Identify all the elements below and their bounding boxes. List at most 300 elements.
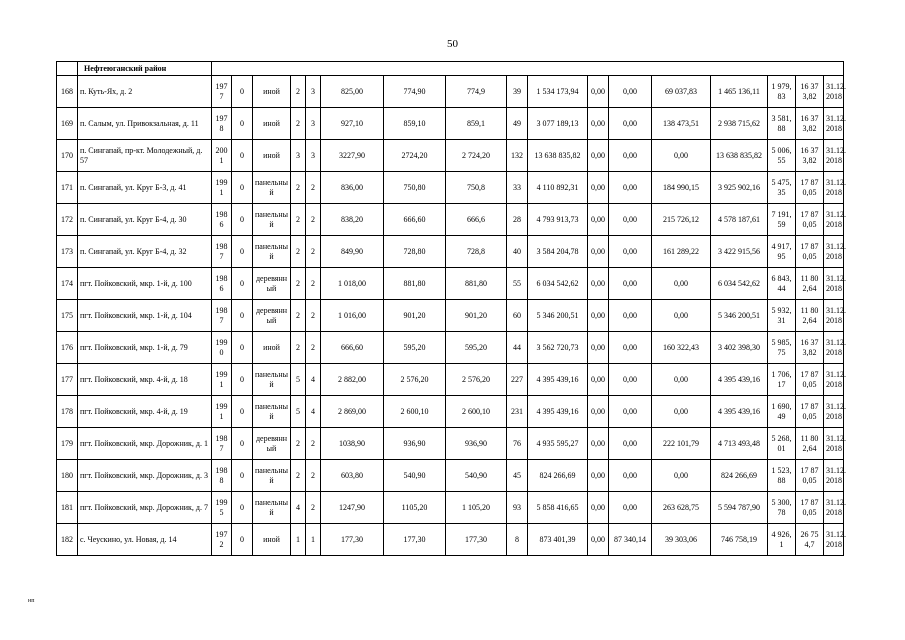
cell-date: 31.12. 2018 — [824, 524, 844, 556]
cell-area-residential-2: 1 105,20 — [446, 492, 507, 524]
cell-area-residential: 859,10 — [384, 108, 446, 140]
cell-unit-cost: 5 300,78 — [768, 492, 796, 524]
cell-fund-3: 0,00 — [652, 364, 711, 396]
cell-fund-4: 5 346 200,51 — [711, 300, 768, 332]
empty-cell — [57, 62, 78, 76]
empty-cell — [212, 62, 844, 76]
cell-fund-1: 0,00 — [588, 268, 609, 300]
cell-unit-cost: 4 917,95 — [768, 236, 796, 268]
cell-entrances: 2 — [306, 268, 321, 300]
cell-floors: 2 — [291, 428, 306, 460]
table-row — [57, 204, 844, 236]
cell-area-total: 838,20 — [321, 204, 384, 236]
cell-fund-4: 3 422 915,56 — [711, 236, 768, 268]
cell-fund-4: 6 034 542,62 — [711, 268, 768, 300]
cell-total-cost: 3 077 189,13 — [528, 108, 588, 140]
cell-fund-1: 0,00 — [588, 428, 609, 460]
cell-flag: 0 — [232, 268, 253, 300]
cell-number: 175 — [57, 300, 78, 332]
cell-flag: 0 — [232, 108, 253, 140]
cell-area-total: 836,00 — [321, 172, 384, 204]
cell-year: 1991 — [212, 396, 232, 428]
cell-fund-3: 160 322,43 — [652, 332, 711, 364]
cell-flag: 0 — [232, 140, 253, 172]
cell-fund-2: 0,00 — [609, 140, 652, 172]
cell-entrances: 3 — [306, 76, 321, 108]
cell-flag: 0 — [232, 204, 253, 236]
cell-floors: 4 — [291, 492, 306, 524]
cell-address: пгт. Пойковский, мкр. 4-й, д. 18 — [78, 364, 212, 396]
cell-date: 31.12. 2018 — [824, 460, 844, 492]
table-row — [57, 428, 844, 460]
cell-floors: 2 — [291, 236, 306, 268]
cell-address: пгт. Пойковский, мкр. 1-й, д. 100 — [78, 268, 212, 300]
cell-area-residential-2: 2 600,10 — [446, 396, 507, 428]
cell-fund-1: 0,00 — [588, 108, 609, 140]
cell-number: 170 — [57, 140, 78, 172]
cell-area-total: 927,10 — [321, 108, 384, 140]
table-row — [57, 460, 844, 492]
cell-floors: 2 — [291, 204, 306, 236]
cell-area-residential: 750,80 — [384, 172, 446, 204]
cell-area-total: 1 018,00 — [321, 268, 384, 300]
cell-area-residential: 936,90 — [384, 428, 446, 460]
cell-limit-cost: 17 870,05 — [796, 364, 824, 396]
region-header-row — [57, 62, 844, 76]
cell-year: 1986 — [212, 268, 232, 300]
table-row — [57, 364, 844, 396]
cell-limit-cost: 16 373,82 — [796, 108, 824, 140]
cell-number: 177 — [57, 364, 78, 396]
cell-entrances: 2 — [306, 172, 321, 204]
cell-fund-2: 0,00 — [609, 428, 652, 460]
cell-date: 31.12. 2018 — [824, 236, 844, 268]
cell-number: 171 — [57, 172, 78, 204]
table-row — [57, 76, 844, 108]
cell-flag: 0 — [232, 300, 253, 332]
cell-area-residential: 901,20 — [384, 300, 446, 332]
cell-area-residential-2: 2 724,20 — [446, 140, 507, 172]
cell-fund-4: 3 925 902,16 — [711, 172, 768, 204]
table-row — [57, 268, 844, 300]
cell-date: 31.12. 2018 — [824, 300, 844, 332]
cell-area-residential: 540,90 — [384, 460, 446, 492]
cell-area-total: 825,00 — [321, 76, 384, 108]
cell-date: 31.12. 2018 — [824, 396, 844, 428]
cell-fund-3: 0,00 — [652, 140, 711, 172]
cell-fund-3: 222 101,79 — [652, 428, 711, 460]
cell-fund-2: 0,00 — [609, 204, 652, 236]
cell-material: иной — [253, 76, 291, 108]
cell-area-residential: 1105,20 — [384, 492, 446, 524]
cell-entrances: 4 — [306, 396, 321, 428]
cell-fund-3: 69 037,83 — [652, 76, 711, 108]
cell-date: 31.12. 2018 — [824, 332, 844, 364]
cell-floors: 5 — [291, 364, 306, 396]
cell-material: панельный — [253, 492, 291, 524]
cell-fund-2: 0,00 — [609, 492, 652, 524]
cell-fund-3: 138 473,51 — [652, 108, 711, 140]
cell-fund-2: 0,00 — [609, 300, 652, 332]
housing-register-table — [56, 61, 844, 556]
cell-entrances: 3 — [306, 140, 321, 172]
cell-area-total: 1 016,00 — [321, 300, 384, 332]
cell-number: 169 — [57, 108, 78, 140]
cell-unit-cost: 3 581,88 — [768, 108, 796, 140]
cell-residents: 8 — [507, 524, 528, 556]
cell-year: 1995 — [212, 492, 232, 524]
cell-flag: 0 — [232, 492, 253, 524]
cell-residents: 28 — [507, 204, 528, 236]
cell-fund-1: 0,00 — [588, 236, 609, 268]
cell-material: панельный — [253, 172, 291, 204]
cell-limit-cost: 16 373,82 — [796, 76, 824, 108]
cell-area-total: 2 869,00 — [321, 396, 384, 428]
cell-number: 181 — [57, 492, 78, 524]
table-row — [57, 172, 844, 204]
cell-floors: 2 — [291, 300, 306, 332]
cell-number: 176 — [57, 332, 78, 364]
cell-limit-cost: 17 870,05 — [796, 396, 824, 428]
cell-address: п. Сингапай, ул. Круг Б-4, д. 32 — [78, 236, 212, 268]
cell-unit-cost: 5 268,01 — [768, 428, 796, 460]
cell-area-residential: 2724,20 — [384, 140, 446, 172]
cell-residents: 44 — [507, 332, 528, 364]
cell-entrances: 3 — [306, 108, 321, 140]
cell-total-cost: 5 858 416,65 — [528, 492, 588, 524]
cell-material: деревянный — [253, 268, 291, 300]
cell-material: деревянный — [253, 428, 291, 460]
cell-number: 180 — [57, 460, 78, 492]
cell-residents: 93 — [507, 492, 528, 524]
cell-total-cost: 13 638 835,82 — [528, 140, 588, 172]
cell-area-total: 666,60 — [321, 332, 384, 364]
cell-address: пгт. Пойковский, мкр. 1-й, д. 104 — [78, 300, 212, 332]
cell-date: 31.12. 2018 — [824, 268, 844, 300]
cell-flag: 0 — [232, 236, 253, 268]
cell-area-residential: 881,80 — [384, 268, 446, 300]
cell-area-residential-2: 595,20 — [446, 332, 507, 364]
cell-area-total: 1038,90 — [321, 428, 384, 460]
cell-unit-cost: 1 706,17 — [768, 364, 796, 396]
cell-fund-3: 0,00 — [652, 460, 711, 492]
cell-number: 178 — [57, 396, 78, 428]
cell-year: 1991 — [212, 172, 232, 204]
cell-total-cost: 4 793 913,73 — [528, 204, 588, 236]
footer-mark: нп — [28, 598, 35, 604]
cell-area-residential-2: 666,6 — [446, 204, 507, 236]
cell-number: 173 — [57, 236, 78, 268]
cell-area-residential: 595,20 — [384, 332, 446, 364]
cell-residents: 227 — [507, 364, 528, 396]
cell-address: с. Чеускино, ул. Новая, д. 14 — [78, 524, 212, 556]
table-row — [57, 332, 844, 364]
cell-fund-4: 4 578 187,61 — [711, 204, 768, 236]
cell-residents: 76 — [507, 428, 528, 460]
cell-address: пгт. Пойковский, мкр. 1-й, д. 79 — [78, 332, 212, 364]
cell-total-cost: 5 346 200,51 — [528, 300, 588, 332]
cell-fund-1: 0,00 — [588, 332, 609, 364]
cell-fund-4: 5 594 787,90 — [711, 492, 768, 524]
table-row — [57, 492, 844, 524]
cell-fund-1: 0,00 — [588, 76, 609, 108]
cell-year: 1988 — [212, 460, 232, 492]
cell-address: пгт. Пойковский, мкр. Дорожник, д. 3 — [78, 460, 212, 492]
cell-fund-4: 4 395 439,16 — [711, 396, 768, 428]
page-number: 50 — [447, 38, 458, 50]
region-header: Нефтеюганский район — [78, 62, 212, 76]
cell-material: панельный — [253, 460, 291, 492]
cell-entrances: 2 — [306, 460, 321, 492]
cell-fund-2: 0,00 — [609, 332, 652, 364]
table-row — [57, 396, 844, 428]
cell-fund-4: 4 713 493,48 — [711, 428, 768, 460]
cell-material: иной — [253, 332, 291, 364]
cell-fund-2: 0,00 — [609, 172, 652, 204]
cell-entrances: 1 — [306, 524, 321, 556]
cell-floors: 2 — [291, 172, 306, 204]
cell-fund-2: 87 340,14 — [609, 524, 652, 556]
cell-address: п. Куть-Ях, д. 2 — [78, 76, 212, 108]
cell-fund-3: 0,00 — [652, 268, 711, 300]
cell-unit-cost: 5 932,31 — [768, 300, 796, 332]
cell-flag: 0 — [232, 428, 253, 460]
cell-limit-cost: 11 802,64 — [796, 428, 824, 460]
cell-fund-3: 184 990,15 — [652, 172, 711, 204]
cell-limit-cost: 11 802,64 — [796, 300, 824, 332]
cell-fund-2: 0,00 — [609, 460, 652, 492]
cell-residents: 132 — [507, 140, 528, 172]
cell-material: панельный — [253, 204, 291, 236]
cell-total-cost: 4 395 439,16 — [528, 364, 588, 396]
cell-limit-cost: 17 870,05 — [796, 460, 824, 492]
cell-unit-cost: 5 985,75 — [768, 332, 796, 364]
cell-fund-4: 13 638 835,82 — [711, 140, 768, 172]
cell-material: иной — [253, 524, 291, 556]
cell-area-residential: 666,60 — [384, 204, 446, 236]
cell-area-residential-2: 177,30 — [446, 524, 507, 556]
cell-total-cost: 6 034 542,62 — [528, 268, 588, 300]
cell-fund-4: 1 465 136,11 — [711, 76, 768, 108]
cell-number: 179 — [57, 428, 78, 460]
cell-unit-cost: 1 690,49 — [768, 396, 796, 428]
table-row — [57, 300, 844, 332]
cell-material: иной — [253, 108, 291, 140]
cell-fund-3: 161 289,22 — [652, 236, 711, 268]
cell-area-residential: 2 576,20 — [384, 364, 446, 396]
cell-area-residential: 774,90 — [384, 76, 446, 108]
cell-year: 1987 — [212, 236, 232, 268]
cell-area-residential: 728,80 — [384, 236, 446, 268]
cell-residents: 33 — [507, 172, 528, 204]
cell-residents: 39 — [507, 76, 528, 108]
cell-area-total: 3227,90 — [321, 140, 384, 172]
cell-fund-1: 0,00 — [588, 364, 609, 396]
cell-area-total: 1247,90 — [321, 492, 384, 524]
cell-fund-1: 0,00 — [588, 492, 609, 524]
cell-entrances: 2 — [306, 428, 321, 460]
cell-unit-cost: 5 475,35 — [768, 172, 796, 204]
cell-date: 31.12. 2018 — [824, 364, 844, 396]
cell-floors: 1 — [291, 524, 306, 556]
cell-number: 168 — [57, 76, 78, 108]
cell-residents: 49 — [507, 108, 528, 140]
cell-year: 1972 — [212, 524, 232, 556]
cell-address: п. Сингапай, ул. Круг Б-3, д. 41 — [78, 172, 212, 204]
cell-flag: 0 — [232, 76, 253, 108]
cell-year: 1977 — [212, 76, 232, 108]
cell-address: пгт. Пойковский, мкр. 4-й, д. 19 — [78, 396, 212, 428]
cell-limit-cost: 17 870,05 — [796, 492, 824, 524]
cell-material: панельный — [253, 396, 291, 428]
cell-fund-3: 215 726,12 — [652, 204, 711, 236]
table-row — [57, 524, 844, 556]
cell-area-total: 177,30 — [321, 524, 384, 556]
cell-entrances: 2 — [306, 492, 321, 524]
cell-year: 1991 — [212, 364, 232, 396]
cell-area-total: 2 882,00 — [321, 364, 384, 396]
cell-fund-2: 0,00 — [609, 236, 652, 268]
cell-floors: 2 — [291, 108, 306, 140]
cell-material: панельный — [253, 364, 291, 396]
cell-limit-cost: 16 373,82 — [796, 332, 824, 364]
cell-date: 31.12. 2018 — [824, 108, 844, 140]
cell-unit-cost: 4 926,1 — [768, 524, 796, 556]
cell-number: 172 — [57, 204, 78, 236]
cell-date: 31.12. 2018 — [824, 492, 844, 524]
cell-fund-1: 0,00 — [588, 460, 609, 492]
cell-fund-4: 4 395 439,16 — [711, 364, 768, 396]
cell-area-residential-2: 901,20 — [446, 300, 507, 332]
cell-total-cost: 4 395 439,16 — [528, 396, 588, 428]
cell-floors: 2 — [291, 268, 306, 300]
cell-date: 31.12. 2018 — [824, 428, 844, 460]
cell-fund-1: 0,00 — [588, 396, 609, 428]
cell-floors: 5 — [291, 396, 306, 428]
cell-year: 1990 — [212, 332, 232, 364]
cell-total-cost: 3 584 204,78 — [528, 236, 588, 268]
cell-fund-1: 0,00 — [588, 524, 609, 556]
cell-material: панельный — [253, 236, 291, 268]
cell-fund-1: 0,00 — [588, 172, 609, 204]
cell-fund-3: 263 628,75 — [652, 492, 711, 524]
cell-area-residential-2: 728,8 — [446, 236, 507, 268]
cell-fund-2: 0,00 — [609, 268, 652, 300]
cell-floors: 3 — [291, 140, 306, 172]
cell-year: 1986 — [212, 204, 232, 236]
cell-date: 31.12. 2018 — [824, 76, 844, 108]
table-row — [57, 236, 844, 268]
cell-total-cost: 4 935 595,27 — [528, 428, 588, 460]
cell-residents: 55 — [507, 268, 528, 300]
cell-address: п. Сингапай, пр-кт. Молодежный, д. 57 — [78, 140, 212, 172]
cell-year: 1987 — [212, 300, 232, 332]
cell-entrances: 4 — [306, 364, 321, 396]
cell-fund-4: 746 758,19 — [711, 524, 768, 556]
cell-year: 2001 — [212, 140, 232, 172]
cell-year: 1987 — [212, 428, 232, 460]
cell-area-total: 849,90 — [321, 236, 384, 268]
cell-residents: 40 — [507, 236, 528, 268]
cell-residents: 60 — [507, 300, 528, 332]
cell-area-residential-2: 2 576,20 — [446, 364, 507, 396]
cell-floors: 2 — [291, 332, 306, 364]
cell-address: пгт. Пойковский, мкр. Дорожник, д. 7 — [78, 492, 212, 524]
cell-area-residential-2: 859,1 — [446, 108, 507, 140]
cell-floors: 2 — [291, 460, 306, 492]
cell-total-cost: 3 562 720,73 — [528, 332, 588, 364]
cell-number: 174 — [57, 268, 78, 300]
cell-date: 31.12. 2018 — [824, 140, 844, 172]
cell-fund-4: 824 266,69 — [711, 460, 768, 492]
cell-date: 31.12. 2018 — [824, 204, 844, 236]
cell-entrances: 2 — [306, 300, 321, 332]
cell-fund-1: 0,00 — [588, 204, 609, 236]
cell-fund-4: 3 402 398,30 — [711, 332, 768, 364]
cell-number: 182 — [57, 524, 78, 556]
cell-limit-cost: 26 754,7 — [796, 524, 824, 556]
cell-area-residential-2: 540,90 — [446, 460, 507, 492]
cell-flag: 0 — [232, 332, 253, 364]
cell-total-cost: 1 534 173,94 — [528, 76, 588, 108]
cell-fund-2: 0,00 — [609, 76, 652, 108]
cell-address: п. Сингапай, ул. Круг Б-4, д. 30 — [78, 204, 212, 236]
cell-residents: 231 — [507, 396, 528, 428]
cell-area-residential: 2 600,10 — [384, 396, 446, 428]
cell-entrances: 2 — [306, 204, 321, 236]
cell-floors: 2 — [291, 76, 306, 108]
cell-flag: 0 — [232, 524, 253, 556]
cell-fund-3: 39 303,06 — [652, 524, 711, 556]
table-row — [57, 108, 844, 140]
cell-entrances: 2 — [306, 236, 321, 268]
table-row — [57, 140, 844, 172]
cell-area-residential: 177,30 — [384, 524, 446, 556]
cell-material: деревянный — [253, 300, 291, 332]
cell-address: пгт. Пойковский, мкр. Дорожник, д. 1 — [78, 428, 212, 460]
cell-area-residential-2: 750,8 — [446, 172, 507, 204]
cell-entrances: 2 — [306, 332, 321, 364]
cell-total-cost: 824 266,69 — [528, 460, 588, 492]
cell-area-residential-2: 881,80 — [446, 268, 507, 300]
cell-address: п. Салым, ул. Привокзальная, д. 11 — [78, 108, 212, 140]
cell-fund-2: 0,00 — [609, 396, 652, 428]
cell-residents: 45 — [507, 460, 528, 492]
cell-fund-2: 0,00 — [609, 364, 652, 396]
cell-flag: 0 — [232, 460, 253, 492]
cell-fund-1: 0,00 — [588, 300, 609, 332]
cell-unit-cost: 1 979,83 — [768, 76, 796, 108]
cell-limit-cost: 17 870,05 — [796, 204, 824, 236]
cell-flag: 0 — [232, 364, 253, 396]
cell-year: 1978 — [212, 108, 232, 140]
cell-unit-cost: 7 191,59 — [768, 204, 796, 236]
cell-date: 31.12. 2018 — [824, 172, 844, 204]
cell-limit-cost: 17 870,05 — [796, 172, 824, 204]
cell-fund-3: 0,00 — [652, 300, 711, 332]
cell-unit-cost: 5 006,55 — [768, 140, 796, 172]
cell-flag: 0 — [232, 172, 253, 204]
cell-area-total: 603,80 — [321, 460, 384, 492]
cell-flag: 0 — [232, 396, 253, 428]
cell-material: иной — [253, 140, 291, 172]
cell-total-cost: 4 110 892,31 — [528, 172, 588, 204]
cell-unit-cost: 1 523,88 — [768, 460, 796, 492]
cell-fund-4: 2 938 715,62 — [711, 108, 768, 140]
cell-unit-cost: 6 843,44 — [768, 268, 796, 300]
cell-limit-cost: 16 373,82 — [796, 140, 824, 172]
cell-total-cost: 873 401,39 — [528, 524, 588, 556]
